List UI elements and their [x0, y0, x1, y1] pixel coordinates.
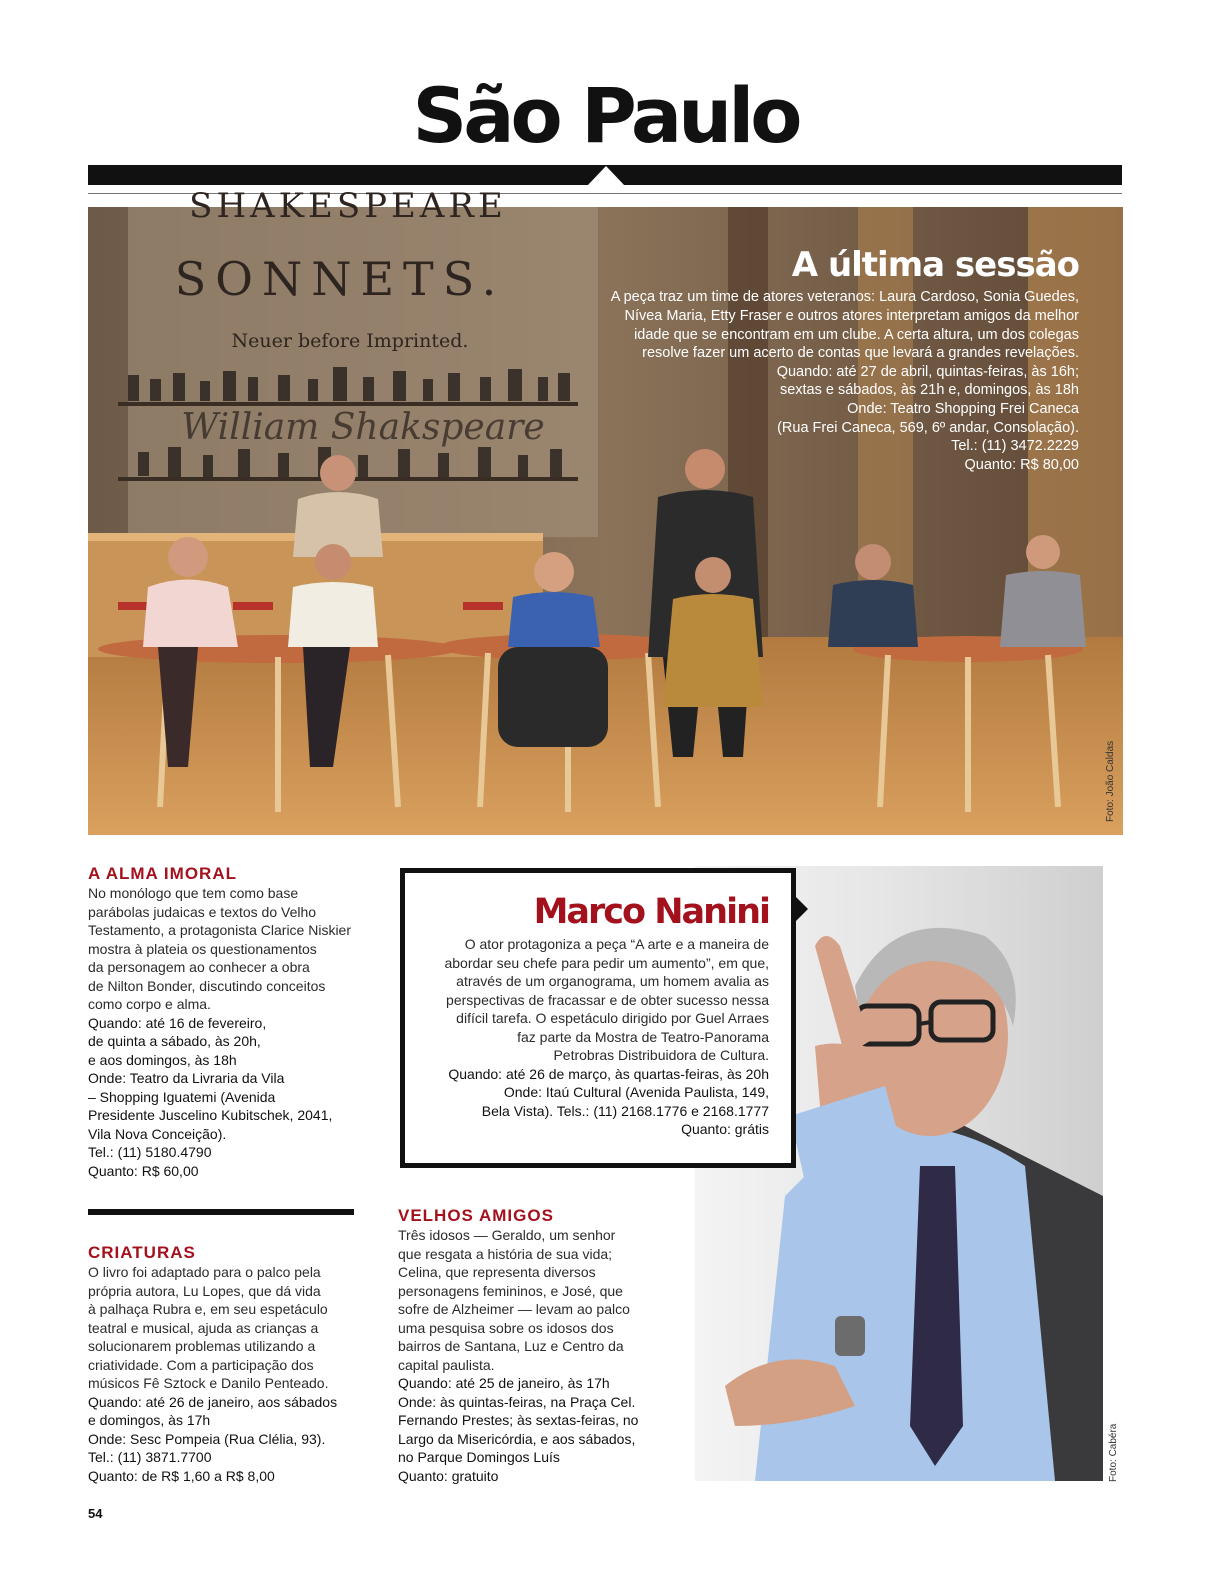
alma-line: e aos domingos, às 18h: [88, 1051, 237, 1068]
hero-line: A peça traz um time de atores veteranos: Laura Cardoso, Sonia Guedes,: [610, 289, 1079, 306]
nanini-line: Onde: Itaú Cultural (Avenida Paulista, 149,: [503, 1084, 769, 1100]
criaturas-line: Quanto: de R$ 1,60 a R$ 8,00: [88, 1467, 275, 1484]
nanini-line: difícil tarefa. O espetáculo dirigido por Guel Arraes: [456, 1010, 769, 1026]
criaturas-line: O livro foi adaptado para o palco pela: [88, 1264, 321, 1280]
nanini-line: Quando: até 26 de março, às quartas-feiras, às 20h: [448, 1065, 769, 1082]
alma-line: – Shopping Iguatemi (Avenida: [88, 1088, 276, 1105]
criaturas-line: Tel.: (11) 3871.7700: [88, 1449, 212, 1465]
backdrop-top-text: SHAKESPEARE: [189, 186, 507, 226]
velhos-line: uma pesquisa sobre os idosos dos: [398, 1319, 614, 1336]
hero-photo-credit: Foto: João Caldas: [1105, 740, 1116, 822]
alma-line: mostra à plateia os questionamentos: [88, 940, 317, 957]
nanini-line: abordar seu chefe para pedir um aumento”, em que,: [444, 954, 769, 971]
alma-line: como corpo e alma.: [88, 996, 211, 1012]
velhos-line: que resgata a história de sua vida;: [398, 1245, 613, 1262]
velhos-line: personagens femininos, e José, que: [398, 1282, 623, 1299]
nanini-line: O ator protagoniza a peça “A arte e a maneira de: [464, 936, 769, 952]
hero-line: idade que se encontram em um clube. A certa altura, um dos colegas: [634, 326, 1079, 343]
alma-line: de quinta a sábado, às 20h,: [88, 1033, 261, 1049]
velhos-line: no Parque Domingos Luís: [398, 1449, 560, 1465]
hero-line: Nívea Maria, Etty Fraser e outros atores interpretam amigos da melhor: [624, 307, 1079, 324]
nanini-body: [419, 935, 769, 1139]
criaturas-line: músicos Fê Sztock e Danilo Penteado.: [88, 1375, 329, 1391]
velhos-body: [398, 1226, 668, 1485]
criaturas-line: própria autora, Lu Lopes, que dá vida: [88, 1282, 321, 1299]
criaturas-line: teatral e musical, ajuda as crianças a: [88, 1319, 319, 1336]
nanini-line: Petrobras Distribuidora de Cultura.: [553, 1047, 769, 1063]
velhos-line: sofre de Alzheimer — levam ao palco: [398, 1301, 630, 1317]
hero-article-body: [559, 288, 1079, 474]
nanini-line: Bela Vista). Tels.: (11) 2168.1776 e 2168.1777: [481, 1102, 769, 1119]
title-bar-notch: [587, 166, 625, 186]
hero-line: Onde: Teatro Shopping Frei Caneca: [847, 400, 1079, 417]
article-marco-nanini: [400, 868, 796, 1168]
nanini-line: através de um organograma, um homem avalia as: [456, 973, 769, 989]
alma-line: da personagem ao conhecer a obra: [88, 959, 310, 975]
nanini-heading: Marco Nanini: [533, 892, 769, 932]
hero-article-title: A última sessão: [791, 245, 1079, 285]
nanini-line: perspectivas de fracassar e de obter sucesso nessa: [446, 991, 769, 1008]
box-pointer-arrow: [795, 896, 808, 922]
alma-line: Presidente Juscelino Kubitschek, 2041,: [88, 1107, 333, 1123]
velhos-line: Três idosos — Geraldo, um senhor: [398, 1227, 616, 1243]
portrait-photo-credit: Foto: Cabéra: [1108, 1423, 1119, 1482]
page-number: 54: [88, 1506, 103, 1521]
alma-line: Onde: Teatro da Livraria da Vila: [88, 1070, 285, 1086]
nanini-line: Quanto: grátis: [681, 1121, 769, 1137]
alma-heading: A ALMA IMORAL: [88, 864, 237, 883]
velhos-line: Quanto: gratuito: [398, 1467, 499, 1484]
backdrop-sonnets-text: SONNETS.: [174, 252, 506, 306]
article-alma-imoral: [88, 864, 360, 1180]
velhos-line: Celina, que representa diversos: [398, 1264, 596, 1280]
velhos-line: Largo da Misericórdia, e aos sábados,: [398, 1430, 636, 1447]
backdrop-subtitle-text: Neuer before Imprinted.: [231, 330, 469, 352]
criaturas-line: e domingos, às 17h: [88, 1412, 211, 1428]
hero-line: Tel.: (11) 3472.2229: [951, 438, 1079, 455]
column-divider: [88, 1209, 354, 1215]
alma-line: Testamento, a protagonista Clarice Niskier: [88, 922, 352, 938]
velhos-line: capital paulista.: [398, 1356, 495, 1373]
hero-line: Quanto: R$ 80,00: [964, 456, 1079, 473]
article-criaturas: [88, 1243, 360, 1485]
hero-line: sextas e sábados, às 21h e, domingos, às 18h: [779, 382, 1079, 399]
alma-line: Quanto: R$ 60,00: [88, 1162, 199, 1179]
page-title: São Paulo: [412, 71, 799, 160]
velhos-line: bairros de Santana, Luz e Centro da: [398, 1338, 624, 1354]
backdrop-signature-text: William Shakspeare: [181, 407, 545, 448]
velhos-heading: VELHOS AMIGOS: [398, 1206, 554, 1225]
velhos-line: Onde: às quintas-feiras, na Praça Cel.: [398, 1393, 636, 1410]
alma-line: Quando: até 16 de fevereiro,: [88, 1014, 267, 1031]
hero-line: (Rua Frei Caneca, 569, 6º andar, Consolação).: [777, 419, 1079, 436]
alma-line: de Nilton Bonder, discutindo conceitos: [88, 977, 326, 994]
hero-article: [559, 247, 1079, 474]
criaturas-line: à palhaça Rubra e, em seu espetáculo: [88, 1301, 328, 1317]
alma-body: [88, 884, 360, 1180]
criaturas-line: solucionarem problemas utilizando a: [88, 1338, 316, 1354]
article-velhos-amigos: [398, 1206, 668, 1485]
hero-line: resolve fazer um acerto de contas que levará a grandes revelações.: [642, 345, 1079, 362]
criaturas-line: criatividade. Com a participação dos: [88, 1356, 314, 1373]
hero-photo: [88, 186, 1123, 835]
hero-line: Quando: até 27 de abril, quintas-feiras, às 16h;: [776, 363, 1079, 380]
criaturas-line: Onde: Sesc Pompeia (Rua Clélia, 93).: [88, 1430, 326, 1447]
velhos-line: Fernando Prestes; às sextas-feiras, no: [398, 1412, 639, 1428]
alma-line: Tel.: (11) 5180.4790: [88, 1144, 212, 1160]
criaturas-body: [88, 1263, 360, 1485]
velhos-line: Quando: até 25 de janeiro, às 17h: [398, 1375, 610, 1391]
alma-line: No monólogo que tem como base: [88, 885, 299, 901]
alma-line: parábolas judaicas e textos do Velho: [88, 903, 317, 920]
alma-line: Vila Nova Conceição).: [88, 1125, 227, 1142]
nanini-line: faz parte da Mostra de Teatro-Panorama: [517, 1028, 769, 1045]
criaturas-heading: CRIATURAS: [88, 1243, 196, 1262]
criaturas-line: Quando: até 26 de janeiro, aos sábados: [88, 1393, 338, 1410]
